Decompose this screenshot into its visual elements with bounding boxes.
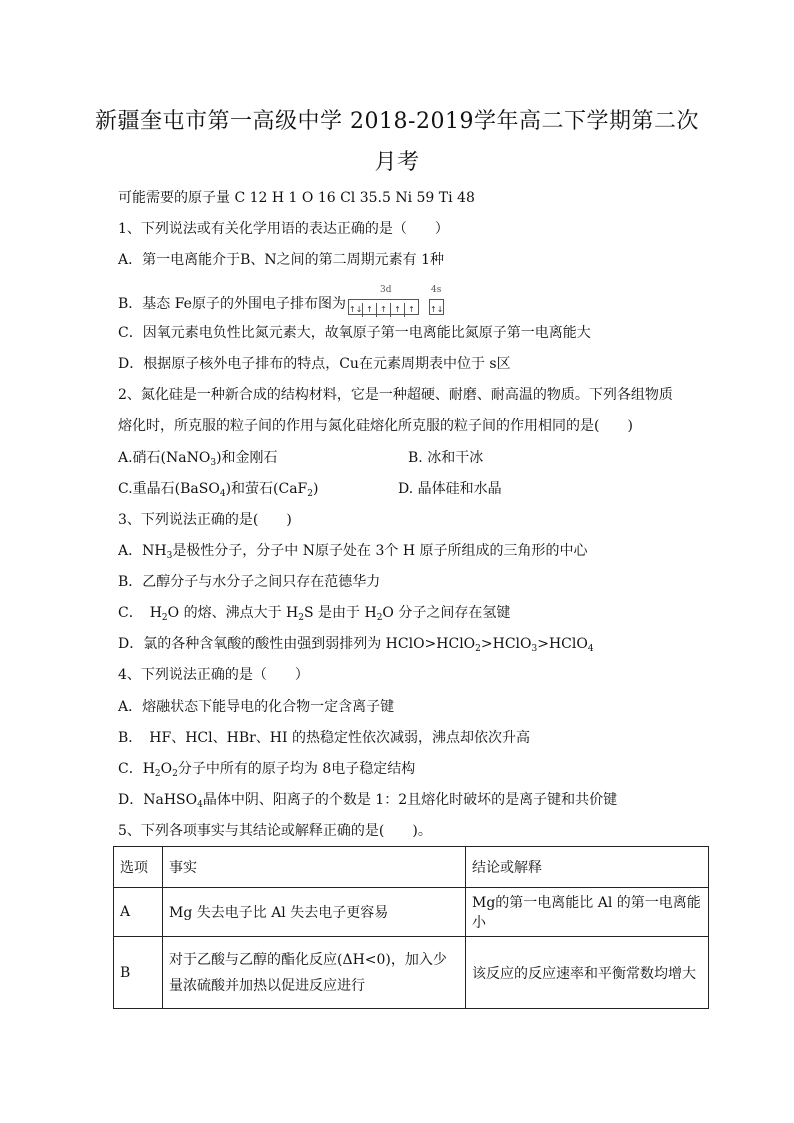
table-cell: A bbox=[114, 888, 163, 937]
q3-option-b: B．乙醇分子与水分子之间只存在范德华力 bbox=[118, 574, 381, 590]
q2-option-d: D. 晶体硅和水晶 bbox=[398, 481, 502, 497]
atomic-mass-note: 可能需要的原子量 C 12 H 1 O 16 Cl 35.5 Ni 59 Ti 48 bbox=[118, 190, 475, 206]
q4-option-b: B． HF、HCl、HBr、HI 的热稳定性依次减弱，沸点却依次升高 bbox=[118, 730, 530, 746]
q2-option-c: C.重晶石(BaSO$_4$)和萤石(CaF$_2$) bbox=[118, 481, 319, 499]
page-title-line-2: 月考 bbox=[374, 150, 420, 175]
q2-option-b: B. 冰和干冰 bbox=[408, 450, 484, 466]
q5-table bbox=[113, 846, 709, 1009]
q4-option-a: A．熔融状态下能导电的化合物一定含离子键 bbox=[118, 699, 395, 715]
orbital-label-3d: 3d bbox=[379, 285, 392, 295]
q5-stem: 5、下列各项事实与其结论或解释正确的是( )。 bbox=[118, 823, 432, 839]
q1-option-d: D．根据原子核外电子排布的特点，Cu在元素周期表中位于 s区 bbox=[118, 356, 511, 372]
table-header-cell: 结论或解释 bbox=[466, 847, 709, 888]
q1-option-b bbox=[118, 285, 444, 316]
q3-option-a: A．$NH_3$是极性分子，分子中 N原子处在 3个 H 原子所组成的三角形的中心 bbox=[118, 543, 588, 561]
orbital-diagram-3d: 3d ↑↓ ↑ ↑ ↑ ↑ bbox=[348, 299, 419, 316]
table-header-row bbox=[114, 847, 709, 888]
table-cell: Mg 失去电子比 Al 失去电子更容易 bbox=[163, 888, 466, 937]
orbital-diagram-4s: 4s ↑↓ bbox=[429, 285, 444, 314]
q1-option-b-text: B．基态 Fe原子的外围电子排布图为 bbox=[118, 296, 346, 312]
page-title-line-1: 新疆奎屯市第一高级中学 2018-2019学年高二下学期第二次 bbox=[95, 109, 699, 134]
q1-option-a: A．第一电离能介于B、N之间的第二周期元素有 1种 bbox=[118, 252, 445, 268]
q2-stem-line-2: 熔化时，所克服的粒子间的作用与氮化硅熔化所克服的粒子间的作用相同的是( ) bbox=[118, 418, 633, 434]
q1-stem: 1、下列说法或有关化学用语的表达正确的是（ ） bbox=[118, 221, 449, 237]
table-cell: Mg的第一电离能比 Al 的第一电离能小 bbox=[466, 888, 709, 937]
q3-stem: 3、下列说法正确的是( ) bbox=[118, 512, 292, 528]
table-cell: 对于乙酸与乙醇的酯化反应(ΔH<0)，加入少量浓硫酸并加热以促进反应进行 bbox=[163, 937, 466, 1009]
table-row bbox=[114, 937, 709, 1009]
table-header-cell: 事实 bbox=[163, 847, 466, 888]
table-header-cell: 选项 bbox=[114, 847, 163, 888]
table-cell: 该反应的反应速率和平衡常数均增大 bbox=[466, 937, 709, 1009]
table-row bbox=[114, 888, 709, 937]
q4-option-c: C．$H_2O_2$分子中所有的原子均为 8电子稳定结构 bbox=[118, 761, 416, 779]
q2-stem-line-1: 2、氮化硅是一种新合成的结构材料，它是一种超硬、耐磨、耐高温的物质。下列各组物质 bbox=[118, 387, 673, 403]
q3-option-d: D．氯的各种含氧酸的酸性由强到弱排列为 HClO>HClO$_2$>HClO$_3$>HClO$_4$ bbox=[118, 636, 594, 654]
q4-stem: 4、下列说法正确的是（ ） bbox=[118, 667, 309, 683]
orbital-label-4s: 4s bbox=[430, 285, 442, 295]
q3-option-c: C． $H_2O$ 的熔、沸点大于 $H_2S$ 是由于 $H_2O$ 分子之间存在氢键 bbox=[118, 605, 511, 623]
q2-option-a: A.硝石(NaNO$_3$)和金刚石 bbox=[118, 450, 278, 468]
q1-option-c: C．因氧元素电负性比氮元素大，故氧原子第一电离能比氮原子第一电离能大 bbox=[118, 325, 591, 341]
q4-option-d: D．NaHSO$_4$晶体中阴、阳离子的个数是 1：2且熔化时破坏的是离子键和共价键 bbox=[118, 792, 618, 810]
table-cell: B bbox=[114, 937, 163, 1009]
